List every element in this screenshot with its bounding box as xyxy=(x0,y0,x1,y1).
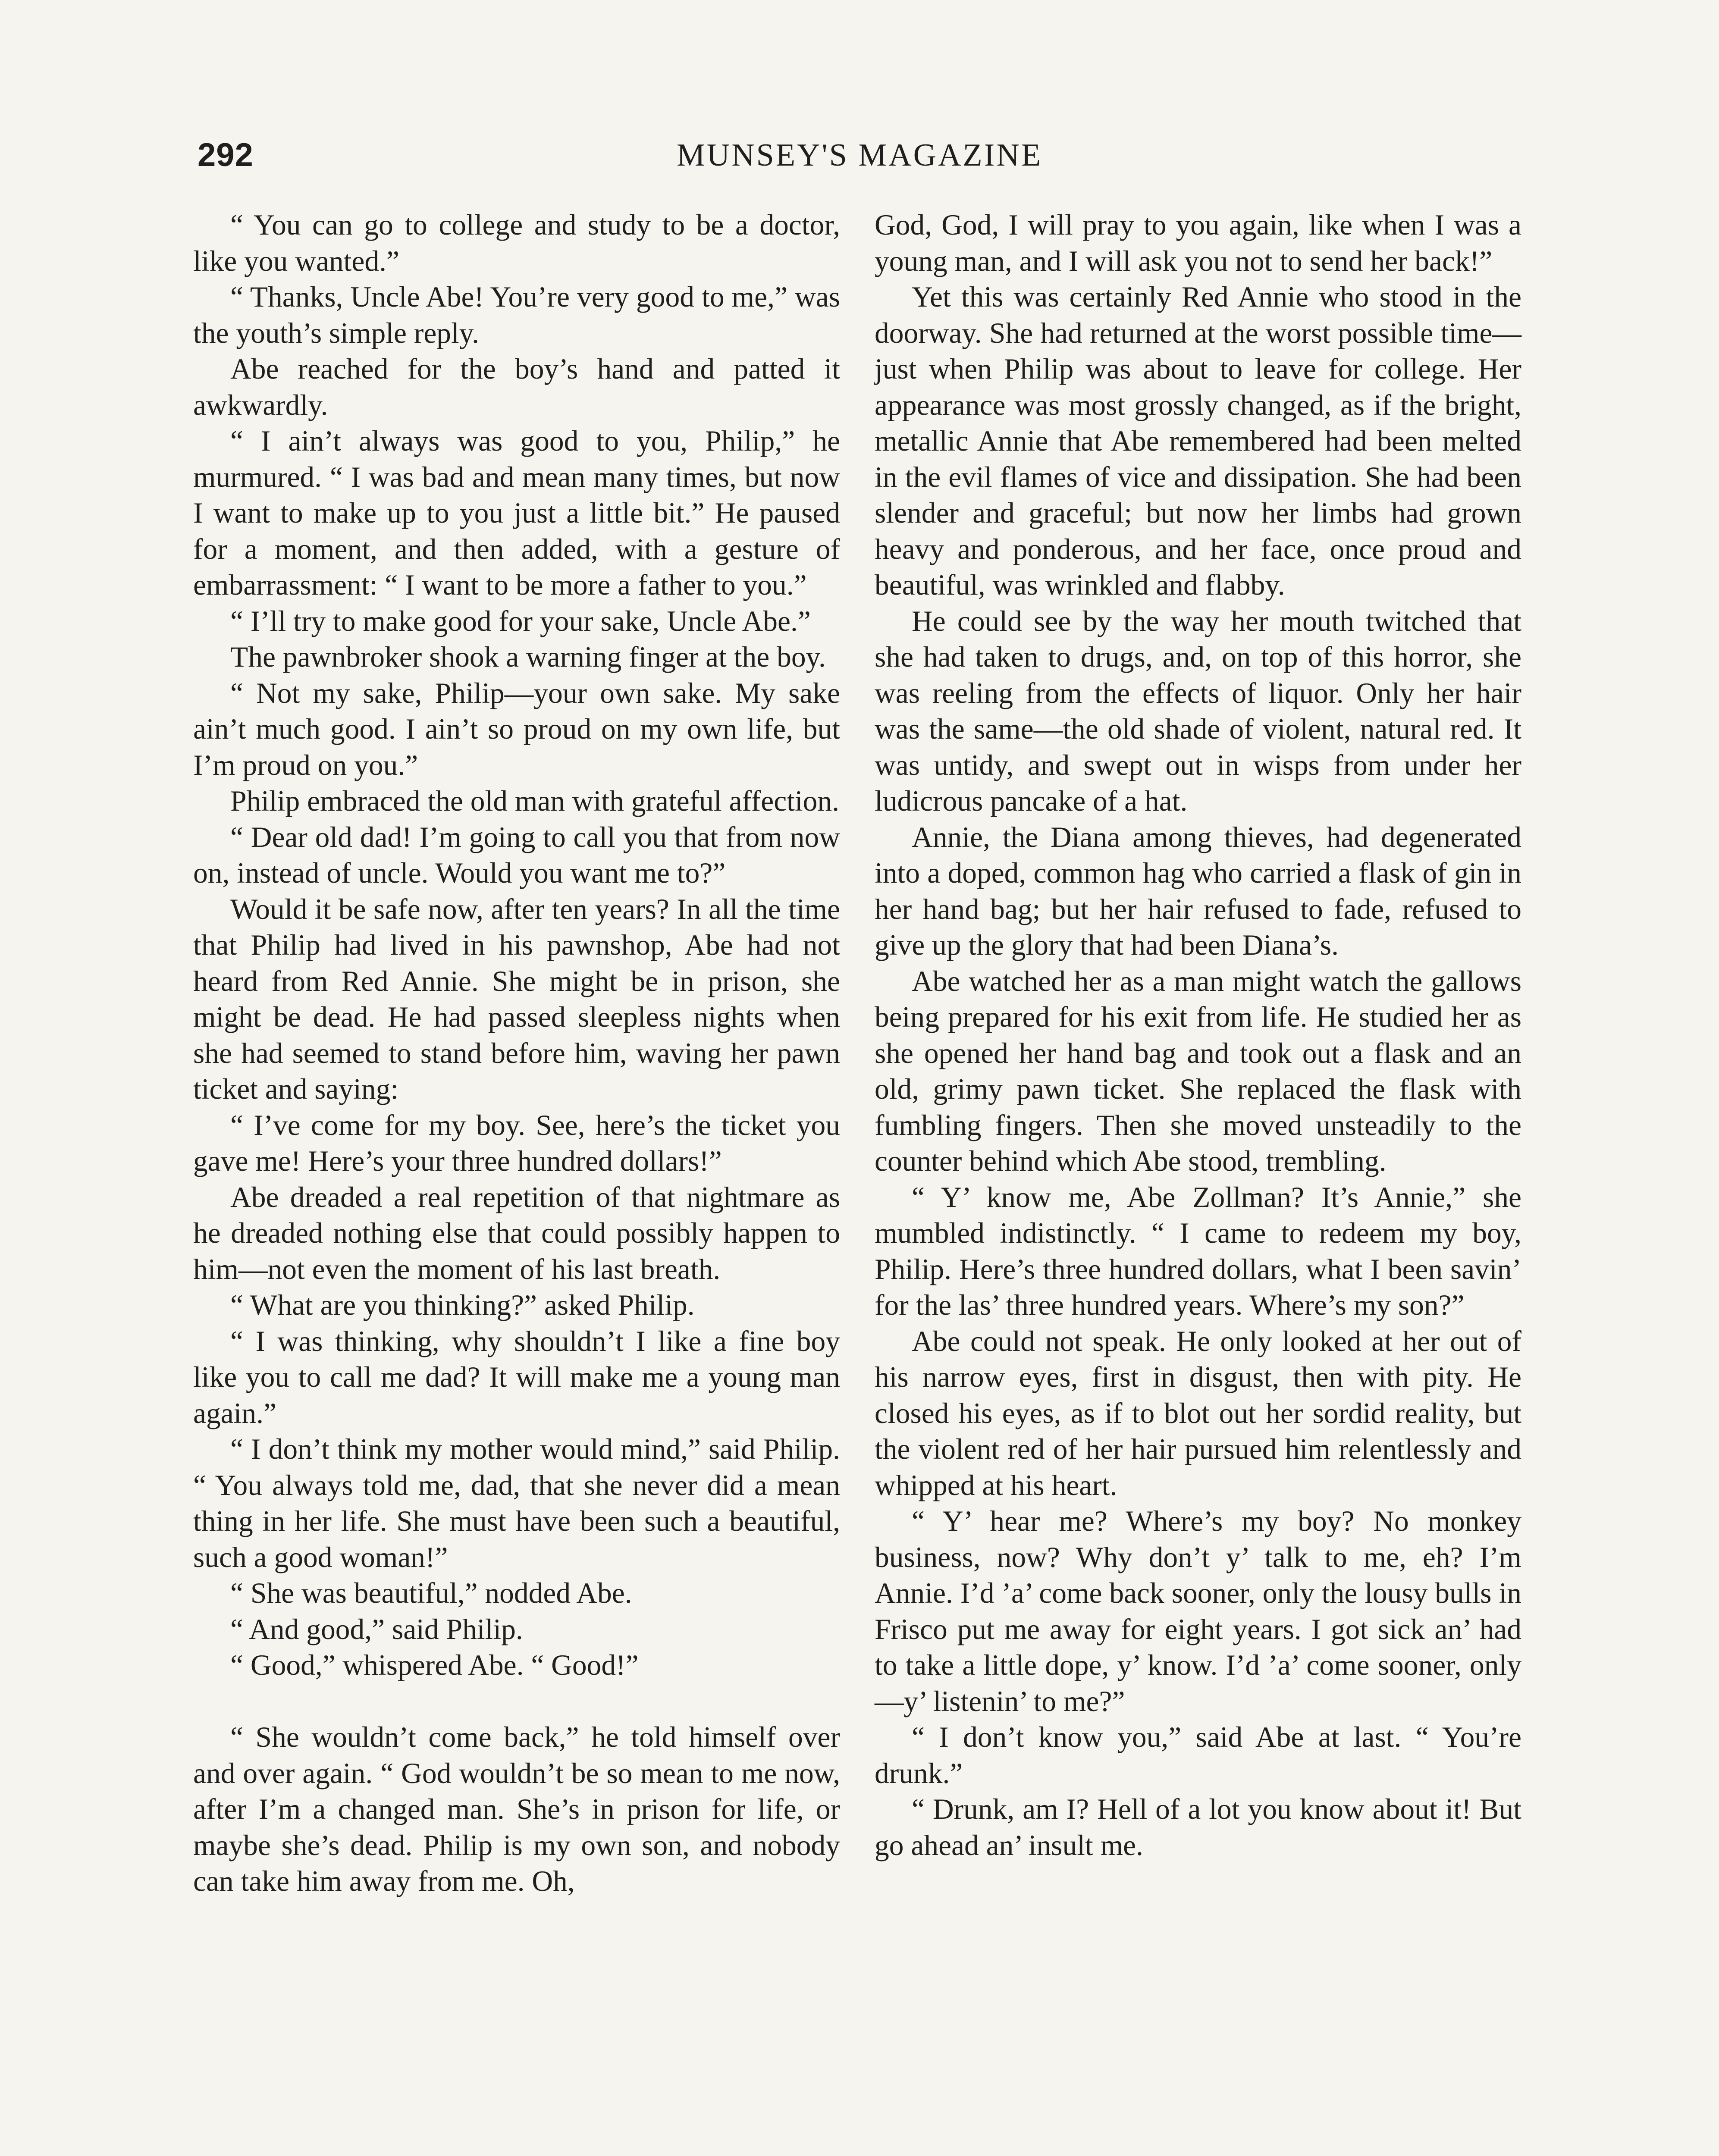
paragraph: “ Good,” whispered Abe. “ Good!” xyxy=(230,1649,639,1681)
paragraph: Philip embraced the old man with grateful affection. xyxy=(230,785,840,817)
right-column xyxy=(875,207,1521,1863)
paragraph: Abe could not speak. He only looked at her out of his narrow eyes, first in disgust, then with pity. He closed his eyes, as if to blot out her sordid reality, but the violent red of her hair pursued him relentlessly and whipped at his heart. xyxy=(875,1325,1521,1501)
paragraph: “ I don’t know you,” said Abe at last. “ You’re drunk.” xyxy=(875,1721,1521,1789)
paragraph: Abe reached for the boy’s hand and patted it awkwardly. xyxy=(193,353,840,421)
paragraph: Abe watched her as a man might watch the gallows being prepared for his exit from life. He studied her as she opened her hand bag and took out a flask and an old, grimy pawn ticket. She replaced the flask with fumbling fingers. Then she moved unsteadily to the counter behind which Abe stood, trembling. xyxy=(875,965,1521,1177)
paragraph: “ Drunk, am I? Hell of a lot you know about it! But go ahead an’ insult me. xyxy=(875,1793,1521,1861)
paragraph: “ I don’t think my mother would mind,” said Philip. “ You always told me, dad, that she never did a mean thing in her life. She must have been such a beautiful, such a good woman!” xyxy=(193,1433,840,1573)
paragraph: “ Y’ hear me? Where’s my boy? No monkey business, now? Why don’t y’ talk to me, eh? I’m Annie. I’d ’a’ come back sooner, only the lousy bulls in Frisco put me away for eight years. I got sick an’ had to take a little dope, y’ know. I’d ’a’ come sooner, only—y’ listenin’ to me?” xyxy=(875,1505,1521,1717)
paragraph: “ You can go to college and study to be a doctor, like you wanted.” xyxy=(193,209,840,277)
paragraph: Annie, the Diana among thieves, had degenerated into a doped, common hag who carried a flask of gin in her hand bag; but her hair refused to fade, refused to give up the glory that had been Diana’s. xyxy=(875,821,1521,961)
paragraph: God, God, I will pray to you again, like when I was a young man, and I will ask you not to send her back!” xyxy=(875,209,1521,277)
left-column xyxy=(193,207,840,1899)
paragraph: “ I was thinking, why shouldn’t I like a fine boy like you to call me dad? It will make me a young man again.” xyxy=(193,1325,840,1429)
paragraph: Abe dreaded a real repetition of that nightmare as he dreaded nothing else that could possibly happen to him—not even the moment of his last breath. xyxy=(193,1181,840,1285)
paragraph: He could see by the way her mouth twitched that she had taken to drugs, and, on top of this horror, she was reeling from the effects of liquor. Only her hair was the same—the old shade of violent, natural red. It was untidy, and swept out in wisps from under her ludicrous pancake of a hat. xyxy=(875,605,1521,817)
paragraph: “ She wouldn’t come back,” he told himself over and over again. “ God wouldn’t be so mean to me now, after I’m a changed man. She’s in prison for life, or maybe she’s dead. Philip is my own son, and nobody can take him away from me. Oh, xyxy=(193,1721,840,1897)
paragraph: “ Y’ know me, Abe Zollman? It’s Annie,” she mumbled indistinctly. “ I came to redeem my boy, Philip. Here’s three hundred dollars, what I been savin’ for the las’ three hundred years. Where’s my son?” xyxy=(875,1181,1521,1321)
paragraph: “ I’ve come for my boy. See, here’s the ticket you gave me! Here’s your three hundred dollars!” xyxy=(193,1109,840,1177)
paragraph: “ And good,” said Philip. xyxy=(230,1613,523,1645)
paragraph: Would it be safe now, after ten years? In all the time that Philip had lived in his pawnshop, Abe had not heard from Red Annie. She might be in prison, she might be dead. He had passed sleepless nights when she had seemed to stand before him, waving her pawn ticket and saying: xyxy=(193,893,840,1105)
paragraph: The pawnbroker shook a warning finger at the boy. xyxy=(230,641,826,673)
paragraph: “ I’ll try to make good for your sake, Uncle Abe.” xyxy=(230,605,811,637)
page-number: 292 xyxy=(198,137,254,173)
paragraph: “ Dear old dad! I’m going to call you that from now on, instead of uncle. Would you want me to?” xyxy=(193,821,840,889)
paragraph: “ She was beautiful,” nodded Abe. xyxy=(230,1577,632,1609)
paragraph: Yet this was certainly Red Annie who stood in the doorway. She had returned at the worst possible time—just when Philip was about to leave for college. Her appearance was most grossly changed, as if the bright, metallic Annie that Abe remembered had been melted in the evil flames of vice and dissipation. She had been slender and graceful; but now her limbs had grown heavy and ponderous, and her face, once proud and beautiful, was wrinkled and flabby. xyxy=(875,281,1521,601)
running-title: MUNSEY'S MAGAZINE xyxy=(676,138,1043,173)
paragraph: “ I ain’t always was good to you, Philip,” he murmured. “ I was bad and mean many times, but now I want to make up to you just a little bit.” He paused for a moment, and then added, with a gesture of embarrassment: “ I want to be more a father to you.” xyxy=(193,425,840,601)
page-header xyxy=(198,129,1521,181)
paragraph: “ Thanks, Uncle Abe! You’re very good to me,” was the youth’s simple reply. xyxy=(193,281,840,349)
paragraph: “ Not my sake, Philip—your own sake. My sake ain’t much good. I ain’t so proud on my own life, but I’m proud on you.” xyxy=(193,677,840,781)
paragraph: “ What are you thinking?” asked Philip. xyxy=(230,1289,695,1321)
